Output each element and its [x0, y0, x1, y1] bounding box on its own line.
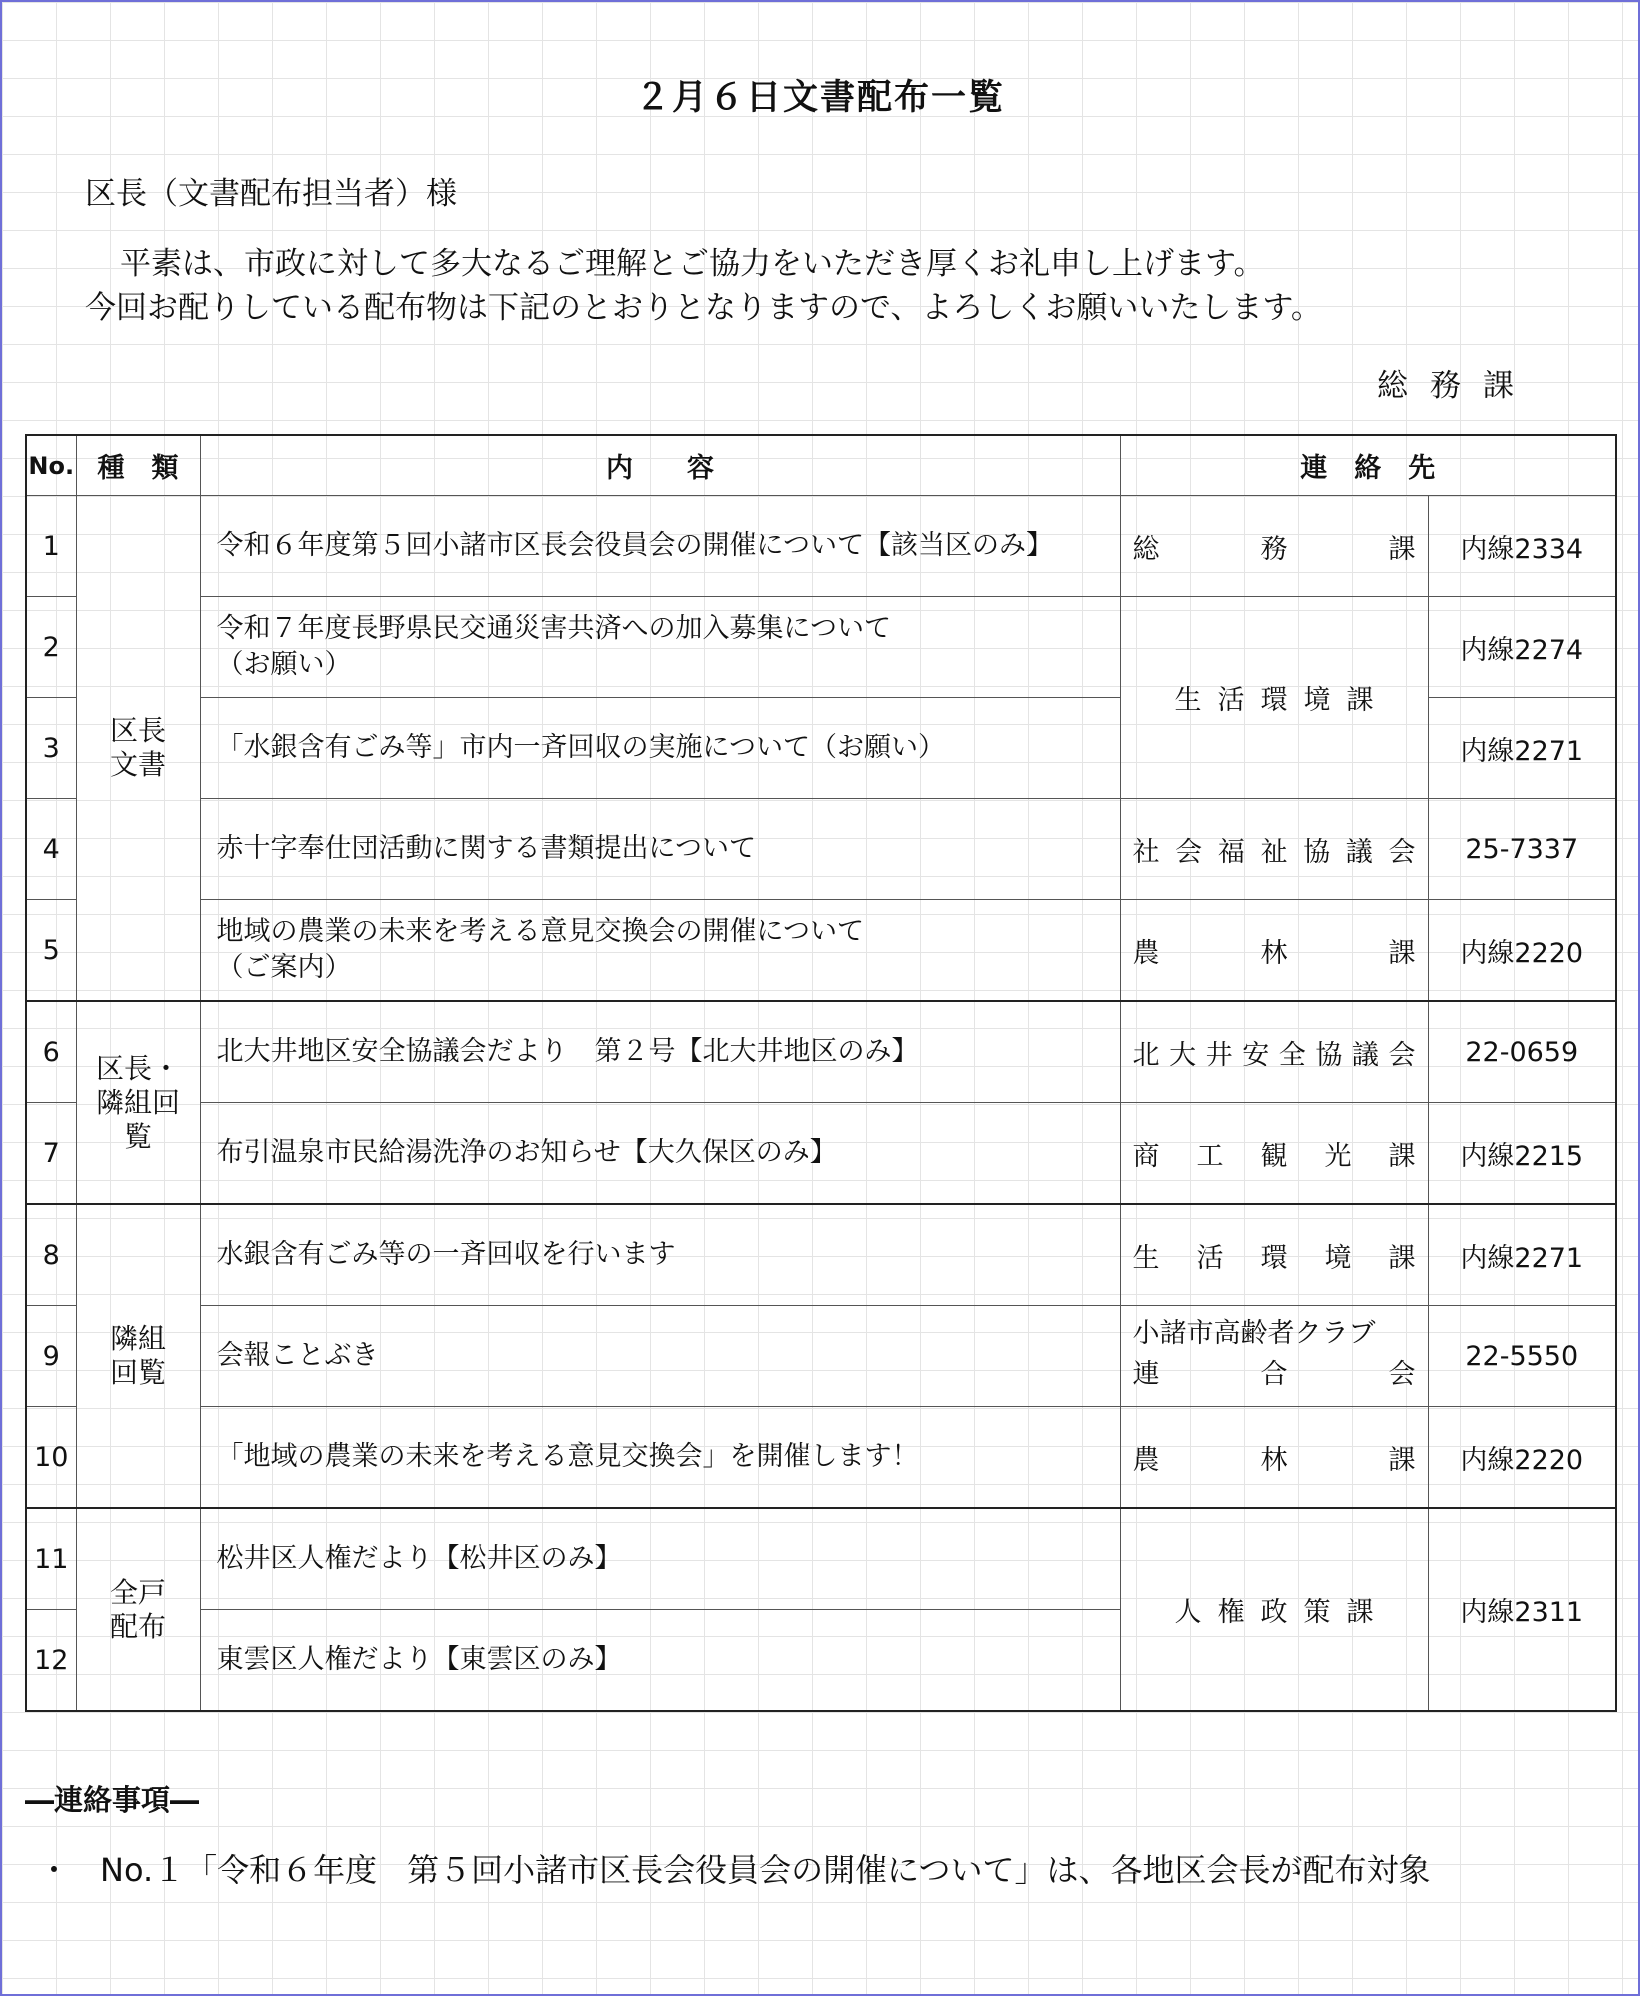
row-number: 1: [26, 496, 76, 597]
content-text: 地域の農業の未来を考える意見交換会の開催について （ご案内）: [216, 916, 864, 983]
note-title: 第５回小諸市区長会役員会の開催について」: [407, 1851, 1047, 1889]
table-row: [26, 1204, 1616, 1306]
content-cell: 水銀含有ごみ等の一斉回収を行います: [200, 1204, 1120, 1306]
table-row: [26, 1103, 1616, 1205]
phone-cell: 内線2271: [1428, 698, 1616, 799]
content-cell: 「水銀含有ごみ等」市内一斉回収の実施について（お願い）: [200, 698, 1120, 799]
department-name: 生 活 環 境 課: [1174, 685, 1374, 716]
type-label: 全戸 配布: [109, 1575, 166, 1643]
row-number: 5: [26, 900, 76, 1002]
phone-cell: 内線2220: [1428, 900, 1616, 1002]
content-cell: 令和６年度第５回小諸市区長会役員会の開催について【該当区のみ】: [200, 496, 1120, 597]
department-cell: [1120, 1103, 1428, 1205]
type-label: 隣組 回覧: [109, 1322, 166, 1389]
type-cell: [76, 496, 200, 1002]
content-text: 令和７年度長野県民交通災害共済への加入募集について （お願い）: [216, 613, 891, 680]
department-name: 商 工 観 光 課: [1132, 1140, 1416, 1172]
notes-heading: ―連絡事項―: [25, 1783, 200, 1817]
document-title: ２月６日文書配布一覧: [634, 78, 1005, 118]
table-row: [26, 900, 1616, 1002]
row-number: 2: [26, 597, 76, 698]
table-row: [26, 799, 1616, 900]
header-content: 内 容: [200, 435, 1120, 496]
type-label: 区長・ 隣組回 覧: [95, 1051, 180, 1153]
notes-item: [38, 1845, 1431, 1891]
row-number: 7: [26, 1103, 76, 1205]
content-cell: [200, 900, 1120, 1002]
row-number: 8: [26, 1204, 76, 1306]
content-cell: 「地域の農業の未来を考える意見交換会」を開催します！: [200, 1407, 1120, 1509]
distribution-table: [25, 434, 1617, 1712]
header-no: No.: [26, 435, 76, 496]
row-number: 6: [26, 1001, 76, 1103]
row-number: 3: [26, 698, 76, 799]
table-header-row: [26, 435, 1616, 496]
phone-cell: 22-0659: [1428, 1001, 1616, 1103]
row-number: 11: [26, 1508, 76, 1610]
type-cell: [76, 1508, 200, 1711]
content-cell: [200, 597, 1120, 698]
table-row: [26, 1001, 1616, 1103]
content-cell: 会報ことぶき: [200, 1306, 1120, 1407]
content-cell: 東雲区人権だより【東雲区のみ】: [200, 1610, 1120, 1712]
phone-cell: 内線2215: [1428, 1103, 1616, 1205]
greeting-line-2: 今回お配りしている配布物は下記のとおりとなりますので、よろしくお願いいたします。: [85, 290, 1322, 326]
phone-cell: 内線2271: [1428, 1204, 1616, 1306]
type-label: 区長 文書: [109, 714, 166, 781]
department-name: 人 権 政 策 課: [1174, 1597, 1374, 1628]
type-cell: [76, 1001, 200, 1204]
phone-cell: 25-7337: [1428, 799, 1616, 900]
type-cell: [76, 1204, 200, 1508]
content-cell: 北大井地区安全協議会だより 第２号【北大井地区のみ】: [200, 1001, 1120, 1103]
department-cell: [1120, 597, 1428, 799]
sender-department: 総務課: [1377, 368, 1536, 404]
header-contact: 連 絡 先: [1120, 435, 1616, 496]
department-cell: [1120, 1204, 1428, 1306]
bullet: ・: [38, 1851, 71, 1889]
department-cell: [1120, 1508, 1428, 1711]
department-cell: [1120, 799, 1428, 900]
department-name: 社 会 福 祉 協 議 会: [1132, 836, 1416, 868]
phone-cell: 22-5550: [1428, 1306, 1616, 1407]
greeting-line-1: 平素は、市政に対して多大なるご理解とご協力をいただき厚くお礼申し上げます。: [120, 246, 1265, 282]
header-type: 種 類: [76, 435, 200, 496]
row-number: 12: [26, 1610, 76, 1712]
table-row: [26, 496, 1616, 597]
department-name: 総 務 課: [1132, 533, 1416, 565]
phone-cell: 内線2334: [1428, 496, 1616, 597]
row-number: 9: [26, 1306, 76, 1407]
phone-cell: 内線2311: [1428, 1508, 1616, 1711]
phone-cell: 内線2274: [1428, 597, 1616, 698]
table-row: [26, 597, 1616, 698]
table-row: [26, 1508, 1616, 1610]
row-number: 10: [26, 1407, 76, 1509]
row-number: 4: [26, 799, 76, 900]
note-suffix: は、各地区会長が配布対象: [1046, 1851, 1431, 1889]
table-row: [26, 1407, 1616, 1509]
department-name-line-1: 小諸市高齢者クラブ: [1132, 1318, 1376, 1349]
department-cell: [1120, 1407, 1428, 1509]
content-cell: 赤十字奉仕団活動に関する書類提出について: [200, 799, 1120, 900]
department-cell: [1120, 900, 1428, 1002]
content-cell: 松井区人権だより【松井区のみ】: [200, 1508, 1120, 1610]
addressee: 区長（文書配布担当者）様: [85, 176, 457, 212]
department-cell: [1120, 1306, 1428, 1407]
department-name: 農 林 課: [1132, 937, 1416, 969]
department-name: 北 大 井 安 全 協 議 会: [1132, 1039, 1416, 1071]
department-name-line-2: 連 合 会: [1132, 1359, 1416, 1390]
department-cell: [1120, 496, 1428, 597]
department-cell: [1120, 1001, 1428, 1103]
department-name: 農 林 課: [1132, 1444, 1416, 1476]
phone-cell: 内線2220: [1428, 1407, 1616, 1509]
note-prefix: No.１「令和６年度: [100, 1851, 378, 1889]
content-cell: 布引温泉市民給湯洗浄のお知らせ【大久保区のみ】: [200, 1103, 1120, 1205]
department-name: 生 活 環 境 課: [1132, 1242, 1416, 1274]
table-row: [26, 1306, 1616, 1407]
